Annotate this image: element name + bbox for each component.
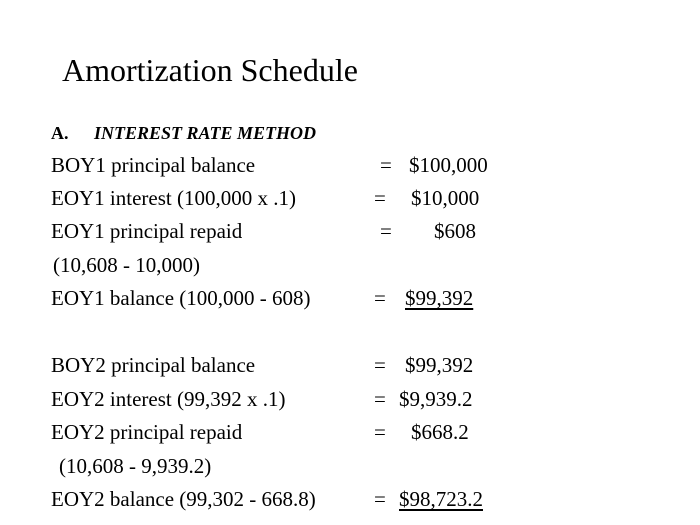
row-label: EOY1 interest (100,000 x .1) <box>51 186 296 210</box>
row-label: EOY2 interest (99,392 x .1) <box>51 387 286 411</box>
schedule-row-eoy1-balance <box>0 283 700 313</box>
section-letter: A. <box>51 123 69 143</box>
row-value: $608 <box>434 219 476 243</box>
row-value: $10,000 <box>411 186 480 210</box>
row-label: BOY1 principal balance <box>51 153 256 177</box>
section-title: INTEREST RATE METHOD <box>94 123 317 143</box>
schedule-row-eoy1-repaid <box>0 216 700 246</box>
row-equals: = <box>374 387 386 411</box>
schedule-row-boy1-principal <box>0 150 700 180</box>
row-label: EOY1 principal repaid <box>51 219 243 243</box>
schedule-row-eoy2-repaid-calc <box>0 451 700 481</box>
row-label: EOY1 balance (100,000 - 608) <box>51 286 311 310</box>
row-label: EOY2 balance (99,302 - 668.8) <box>51 487 316 511</box>
row-value: $100,000 <box>409 153 488 177</box>
schedule-row-eoy2-repaid <box>0 417 700 447</box>
row-equals: = <box>374 286 386 310</box>
schedule-row-boy2-principal <box>0 350 700 380</box>
row-equals: = <box>374 487 386 511</box>
row-equals: = <box>380 219 392 243</box>
row-equals: = <box>374 420 386 444</box>
schedule-row-eoy2-balance <box>0 484 700 514</box>
row-equals: = <box>374 353 386 377</box>
slide-title: Amortization Schedule <box>62 52 358 88</box>
schedule-row-eoy2-interest <box>0 384 700 414</box>
row-value: $99,392 <box>405 353 474 377</box>
row-equals: = <box>380 153 392 177</box>
row-value: $9,939.2 <box>399 387 473 411</box>
schedule-row-eoy1-interest <box>0 183 700 213</box>
section-heading <box>51 122 316 144</box>
row-value: $668.2 <box>411 420 469 444</box>
row-value: $98,723.2 <box>399 487 483 511</box>
row-value: $99,392 <box>405 286 474 310</box>
row-label: (10,608 - 10,000) <box>53 253 200 277</box>
row-label: BOY2 principal balance <box>51 353 256 377</box>
row-label: EOY2 principal repaid <box>51 420 243 444</box>
schedule-row-eoy1-repaid-calc <box>0 250 700 280</box>
row-label: (10,608 - 9,939.2) <box>59 454 212 478</box>
row-equals: = <box>374 186 386 210</box>
